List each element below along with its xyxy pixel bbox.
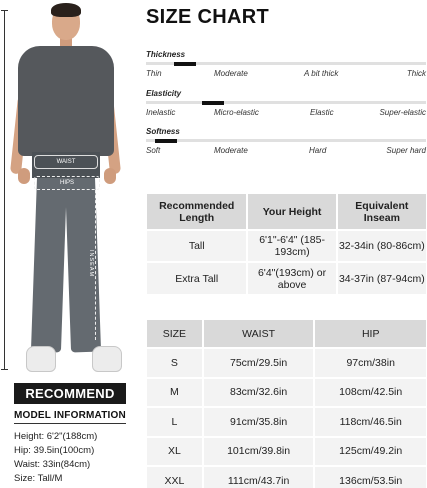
model-right-shoe [92,346,122,372]
model-shirt [18,46,114,156]
model-photo [0,0,140,380]
header-waist: WAIST [203,320,315,348]
softness-scale-bar [146,139,426,142]
table-header-row [147,320,426,348]
waist-cell: 111cm/43.7in [203,466,315,488]
table-row [147,262,426,294]
table-row [147,348,426,378]
size-table [147,320,426,488]
hips-measure [34,176,100,190]
height-measure-line [4,10,5,370]
elasticity-label-4: Super-elastic [379,108,426,117]
size-cell: XXL [147,466,203,488]
height-cell: 6'4"(193cm) or above [247,262,336,294]
thickness-scale-name: Thickness [146,50,186,59]
softness-scale-labels [146,146,426,156]
elasticity-label-3: Elastic [310,108,334,117]
table-row [147,437,426,467]
length-cell: Extra Tall [147,262,247,294]
elasticity-scale-marker [202,101,224,105]
hip-cell: 136cm/53.5in [314,466,426,488]
elasticity-scale-bar [146,101,426,104]
softness-label-4: Super hard [386,146,426,155]
inseam-measure-label: INSEAM [88,250,94,278]
header-equivalent-inseam: Equivalent Inseam [337,194,426,230]
thickness-label-2: Moderate [214,69,248,78]
hips-measure-label: HIPS [59,180,74,186]
model-info-list [14,430,97,486]
model-info-waist: Waist: 33in(84cm) [14,459,91,470]
table-row [147,230,426,262]
waist-measure [34,155,98,169]
elasticity-label-1: Inelastic [146,108,176,117]
table-row [147,378,426,408]
model-info-height: Height: 6'2"(188cm) [14,431,98,442]
header-size: SIZE [147,320,203,348]
size-cell: L [147,407,203,437]
length-cell: Tall [147,230,247,262]
softness-label-2: Moderate [214,146,248,155]
model-info-title: MODEL INFORMATION [14,410,126,421]
elasticity-label-2: Micro-elastic [214,108,259,117]
inseam-cell: 34-37in (87-94cm) [337,262,426,294]
header-hip: HIP [314,320,426,348]
table-header-row [147,194,426,230]
waist-cell: 75cm/29.5in [203,348,315,378]
size-cell: XL [147,437,203,467]
model-info-size: Size: Tall/M [14,473,63,484]
thickness-scale-bar [146,62,426,65]
elasticity-scale [146,89,426,123]
thickness-scale [146,50,426,84]
model-right-hand [104,168,116,184]
model-hair [51,3,81,17]
inseam-measure-line [95,190,103,340]
softness-label-3: Hard [309,146,327,155]
elasticity-scale-name: Elasticity [146,89,182,98]
softness-scale-name: Softness [146,127,180,136]
softness-label-1: Soft [146,146,161,155]
table-row [147,407,426,437]
model-info-divider [14,423,126,424]
size-cell: S [147,348,203,378]
header-your-height: Your Height [247,194,336,230]
page-title: SIZE CHART [146,6,269,28]
model-left-shoe [26,346,56,372]
height-cell: 6'1"-6'4" (185-193cm) [247,230,336,262]
waist-cell: 101cm/39.8in [203,437,315,467]
hip-cell: 125cm/49.2in [314,437,426,467]
header-recommended-length: Recommended Length [147,194,247,230]
elasticity-scale-labels [146,108,426,118]
softness-scale [146,127,426,161]
waist-measure-label: WAIST [56,159,76,165]
softness-scale-marker [155,139,177,143]
model-info-hip: Hip: 39.5in(100cm) [14,445,95,456]
hip-cell: 97cm/38in [314,348,426,378]
table-row [147,466,426,488]
thickness-label-3: A bit thick [304,69,339,78]
model-left-hand [18,168,30,184]
model-left-leg [31,176,67,353]
waist-cell: 91cm/35.8in [203,407,315,437]
thickness-label-4: Thick [406,69,426,78]
waist-cell: 83cm/32.6in [203,378,315,408]
recommend-badge: RECOMMEND [14,383,126,404]
thickness-scale-labels [146,69,426,79]
hip-cell: 108cm/42.5in [314,378,426,408]
size-cell: M [147,378,203,408]
thickness-scale-marker [174,62,196,66]
recommended-length-table [147,194,426,294]
inseam-cell: 32-34in (80-86cm) [337,230,426,262]
hip-cell: 118cm/46.5in [314,407,426,437]
thickness-label-1: Thin [146,69,162,78]
